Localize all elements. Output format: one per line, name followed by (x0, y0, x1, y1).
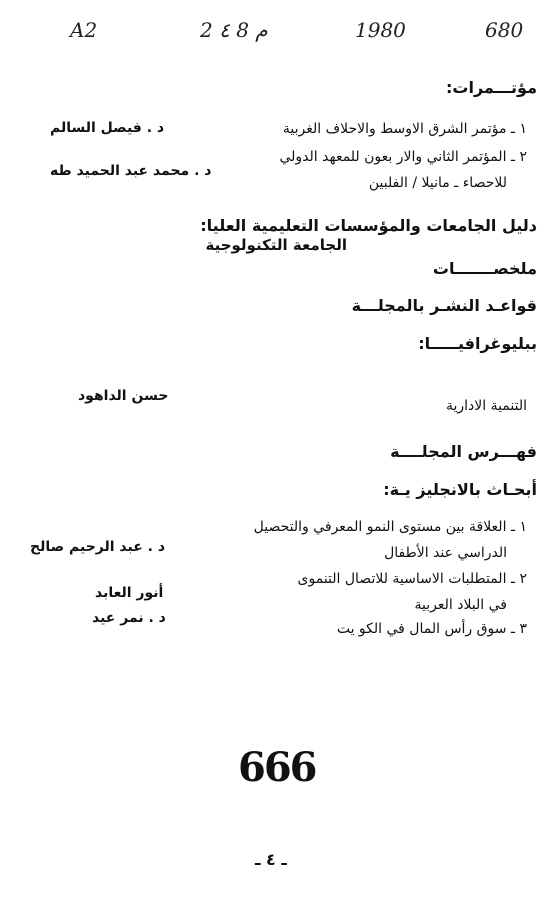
handwritten-year: 1980 (355, 18, 406, 42)
conference-item-1: ١ ـ مؤتمر الشرق الاوسط والاحلاف الغربية (282, 121, 527, 137)
closing-ornament: 666 (238, 744, 316, 791)
research-item-2-cont: في البلاد العربية (414, 597, 507, 613)
research-item-3: ٣ ـ سوق رأس المال في الكو يت (336, 621, 527, 637)
conference-item-2: ٢ ـ المؤتمر الثاني والار بعون للمعهد الدولي (279, 149, 527, 165)
publishing-rules-heading: قواعـد النشـر بالمجلـــة (351, 296, 537, 315)
index-heading: فهـــرس المجلــــة (390, 442, 537, 461)
research-item-1: ١ ـ العلاقة بين مستوى النمو المعرفي والتحصيل (253, 519, 527, 535)
english-research-heading: أبحـاث بالانجليز يـة: (383, 480, 537, 499)
research-item-1-cont: الدراسي عند الأطفال (384, 545, 507, 561)
handwritten-date: 2 ٤ 8 م (200, 18, 268, 42)
universities-heading: دليل الجامعات والمؤسسات التعليمية العليا: (200, 216, 537, 235)
handwritten-code: 680 (485, 18, 524, 42)
bibliography-author: حسن الداهود (78, 388, 169, 404)
conference-item-2-cont: للاحصاء ـ مانيلا / الفلبين (368, 175, 507, 191)
research-author-1: د . عبد الرحيم صالح (30, 539, 166, 555)
conferences-heading: مؤتـــمرات: (446, 78, 537, 97)
universities-subtitle: الجامعة التكنولوجية (205, 236, 347, 254)
bibliography-heading: ببليوغرافيـــــا: (418, 334, 537, 353)
research-author-2: أنور العابد (95, 585, 164, 601)
bibliography-item: التنمية الادارية (445, 398, 527, 414)
research-item-2: ٢ ـ المتطلبات الاساسية للاتصال التنموى (297, 571, 527, 587)
conference-author-2: د . محمد عبد الحميد طه (50, 163, 212, 179)
handwritten-ref: A2 (70, 18, 98, 42)
summaries-heading: ملخصـــــــات (432, 259, 537, 278)
research-author-3: د . نمر عيد (92, 610, 166, 626)
page-number: ـ ٤ ـ (255, 850, 287, 869)
conference-author-1: د . فيصل السالم (50, 120, 165, 136)
